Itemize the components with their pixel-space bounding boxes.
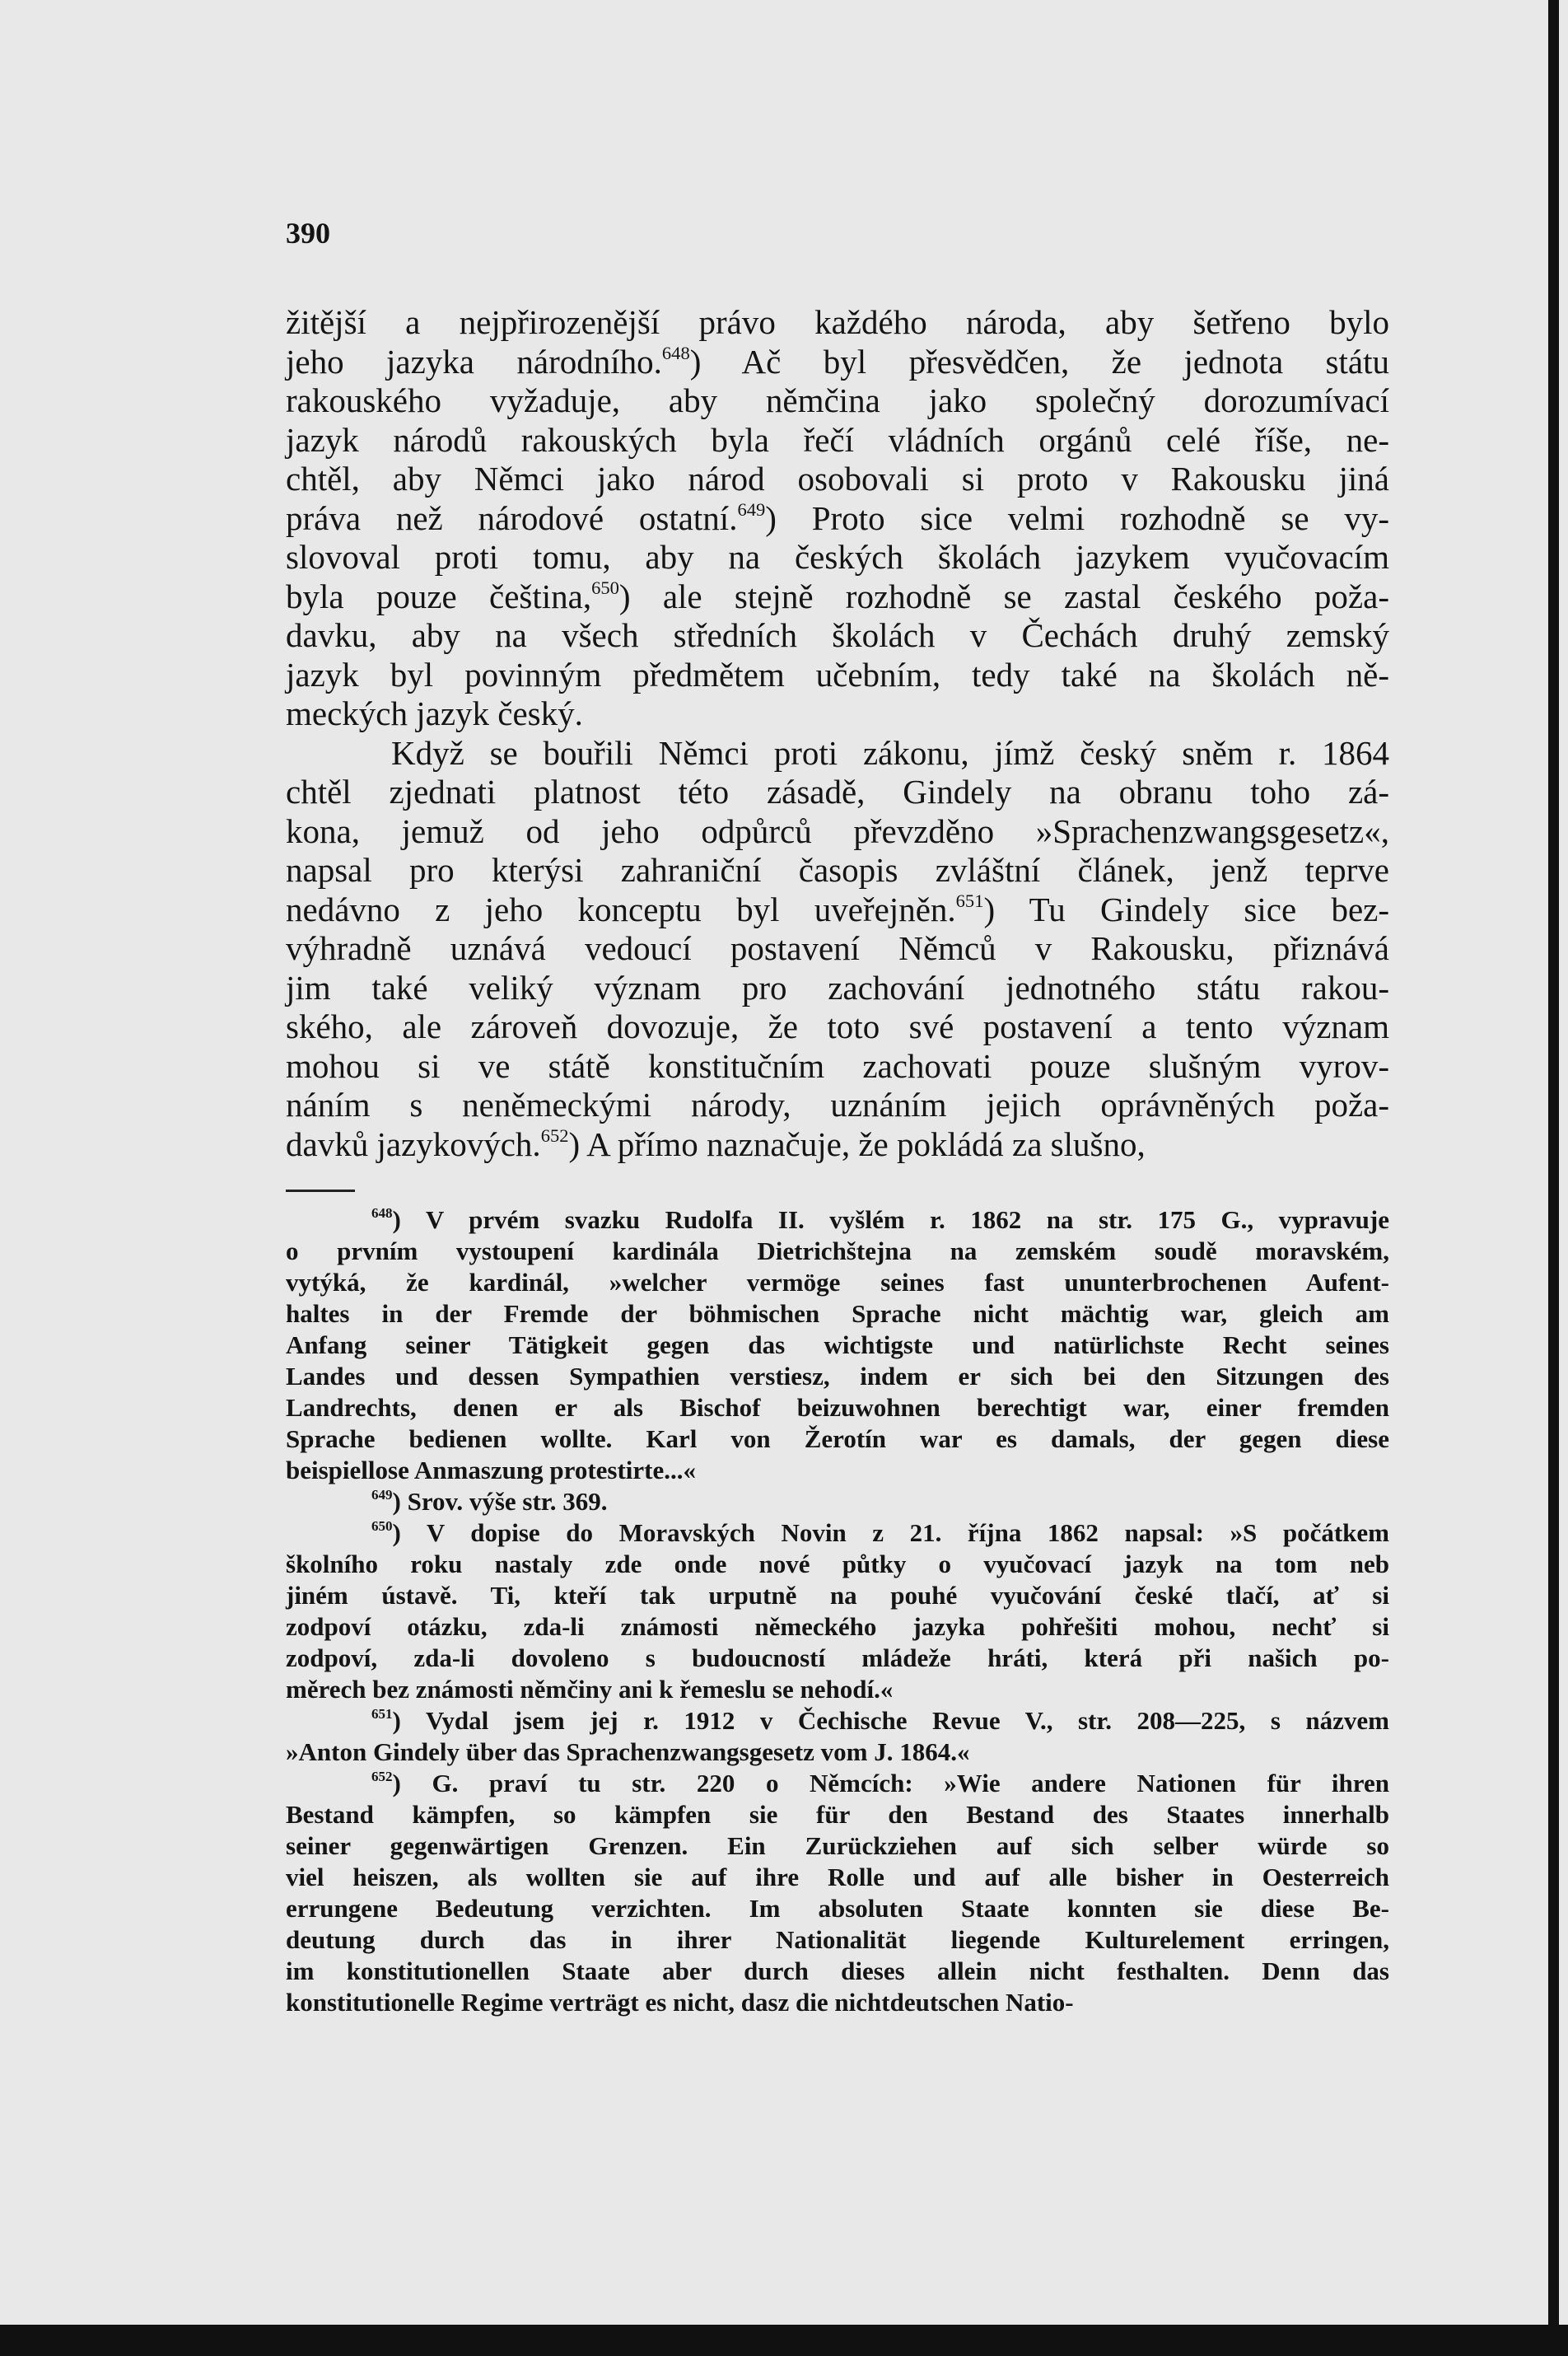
footnote-line: jiném ústavě. Ti, kteří tak urputně na pouhé vyučování české tlačí, ať si — [286, 1581, 1389, 1610]
text-line — [286, 343, 1389, 382]
footnote-line: Landes und dessen Sympathien verstiesz, indem er sich bei den Sitzungen des — [286, 1362, 1389, 1391]
text-segment: ) Ač byl přesvědčen, že jednota státu — [689, 342, 1389, 381]
footnote-line: Bestand kämpfen, so kämpfen sie für den Bestand des Staates innerhalb — [286, 1800, 1389, 1829]
footnote-line: Landrechts, denen er als Bischof beizuwohnen berechtigt war, einer fremden — [286, 1393, 1389, 1422]
text-line — [286, 891, 1389, 930]
footnote-line — [286, 1486, 1389, 1517]
scan-edge-bottom — [0, 2325, 1568, 2356]
footnote-reference: 648 — [661, 342, 690, 363]
text-line: chtěl zjednati platnost této zásadě, Gindely na obranu toho zá- — [286, 773, 1389, 811]
text-line: mohou si ve státě konstitučním zachovati pouze slušným vyrov- — [286, 1046, 1389, 1085]
text-segment: ) Srov. výše str. 369. — [392, 1487, 608, 1516]
footnote-line: im konstitutionellen Staate aber durch dieses allein nicht festhalten. Denn das — [286, 1956, 1389, 1985]
text-segment: ) V prvém svazku Rudolfa II. vyšlém r. 1862 na str. 175 G., vypravuje — [392, 1205, 1389, 1234]
footnote-652 — [286, 1768, 1389, 2018]
text-line: žitější a nejpřirozenější právo každého národa, aby šetřeno bylo — [286, 303, 1389, 341]
text-line: rakouského vyžaduje, aby němčina jako společný dorozumívací — [286, 381, 1389, 419]
footnote-line: zodpoví otázku, zda-li známosti německého jazyka pohřešiti mohou, nechť si — [286, 1612, 1389, 1641]
text-line: slovoval proti tomu, aby na českých školách jazykem vyučovacím — [286, 538, 1389, 576]
text-line: napsal pro kterýsi zahraniční časopis zvláštní článek, jenž teprve — [286, 851, 1389, 889]
footnotes — [286, 1204, 1389, 2018]
footnote-line: měrech bez známosti němčiny ani k řemeslu se nehodí.« — [286, 1675, 894, 1704]
text-line — [286, 499, 1389, 539]
footnote-line: vytýká, že kardinál, »welcher vermöge seines fast ununterbrochenen Aufent- — [286, 1268, 1389, 1297]
footnote-line — [286, 1705, 1389, 1737]
text-line: Když se bouřili Němci proti zákonu, jímž český sněm r. 1864 — [391, 733, 1389, 772]
text-line: chtěl, aby Němci jako národ osobovali si proto v Rakousku jiná — [286, 460, 1389, 498]
text-segment: ) G. praví tu str. 220 o Němcích: »Wie andere Nationen für ihren — [392, 1769, 1389, 1797]
footnote-648 — [286, 1204, 1389, 1486]
footnote-line: deutung durch das in ihrer Nationalität liegende Kulturelement erringen, — [286, 1925, 1389, 1954]
text-line: náním s neněmeckými národy, uznáním jejich oprávněných poža- — [286, 1086, 1389, 1124]
text-line: jazyk byl povinným předmětem učebním, tedy také na školách ně- — [286, 655, 1389, 694]
footnote-line: školního roku nastaly zde onde nové půtky o vyučovací jazyk na tom neb — [286, 1550, 1389, 1578]
text-segment: ) A přímo naznačuje, že pokládá za slušno, — [568, 1124, 1146, 1163]
text-segment: ) Tu Gindely sice bez- — [983, 890, 1389, 928]
text-line: jim také veliký význam pro zachování jednotného státu rakou- — [286, 968, 1389, 1007]
footnote-reference: 649 — [737, 498, 766, 520]
text-segment: ) ale stejně rozhodně se zastal českého poža- — [618, 577, 1389, 615]
footnote-line: seiner gegenwärtigen Grenzen. Ein Zurückziehen auf sich selber würde so — [286, 1831, 1389, 1860]
footnote-separator — [286, 1190, 355, 1192]
text-line — [286, 1125, 1389, 1165]
footnote-line — [286, 1204, 1389, 1236]
text-segment: ) Proto sice velmi rozhodně se vy- — [765, 498, 1389, 537]
footnote-649 — [286, 1486, 1389, 1517]
footnote-line: haltes in der Fremde der böhmischen Sprache nicht mächtig war, gleich am — [286, 1299, 1389, 1328]
text-line: meckých jazyk český. — [286, 694, 583, 732]
page-number: 390 — [286, 217, 330, 250]
footnote-line: zodpoví, zda-li dovoleno s budoucností mládeže hráti, která při našich po- — [286, 1643, 1389, 1672]
text-line: výhradně uznává vedoucí postavení Němců v Rakousku, přiznává — [286, 929, 1389, 967]
text-line: ského, ale zároveň dovozuje, že toto své postavení a tento význam — [286, 1007, 1389, 1045]
text-segment: ) Vydal jsem jej r. 1912 v Čechische Revue V., str. 208—225, s názvem — [392, 1706, 1389, 1735]
text-segment: ) V dopise do Moravských Novin z 21. října 1862 napsal: »S počátkem — [392, 1518, 1389, 1547]
text-segment: práva než národové ostatní. — [286, 498, 738, 537]
text-line — [286, 577, 1389, 617]
footnote-marker: 649 — [371, 1487, 393, 1503]
text-segment: jeho jazyka národního. — [286, 342, 662, 381]
footnote-line: errungene Bedeutung verzichten. Im absoluten Staate konnten sie diese Be- — [286, 1894, 1389, 1923]
footnote-line: konstitutionelle Regime verträgt es nicht, dasz die nichtdeutschen Natio- — [286, 1988, 1074, 2017]
footnote-line — [286, 1768, 1389, 1799]
footnote-line: viel heiszen, als wollten sie auf ihre Rolle und auf alle bisher in Oesterreich — [286, 1863, 1389, 1891]
text-line: kona, jemuž od jeho odpůrců převzděno »Sprachenzwangsgesetz«, — [286, 811, 1389, 850]
paragraph — [286, 734, 1389, 1165]
footnote-line: Anfang seiner Tätigkeit gegen das wichtigste und natürlichste Recht seines — [286, 1330, 1389, 1359]
text-segment: byla pouze čeština, — [286, 577, 592, 615]
paragraph — [286, 303, 1389, 734]
text-line: davku, aby na všech středních školách v Čechách druhý zemský — [286, 616, 1389, 654]
footnote-marker: 648 — [371, 1205, 393, 1222]
footnote-line — [286, 1517, 1389, 1549]
footnote-marker: 652 — [371, 1769, 393, 1785]
footnote-line: »Anton Gindely über das Sprachenzwangsgesetz vom J. 1864.« — [286, 1737, 970, 1766]
footnote-marker: 651 — [371, 1706, 393, 1723]
body-text — [286, 303, 1389, 1164]
footnote-line: beispiellose Anmaszung protestirte...« — [286, 1456, 696, 1484]
scan-edge-right — [1548, 0, 1559, 2356]
footnote-reference: 651 — [955, 890, 984, 911]
footnote-marker: 650 — [371, 1518, 393, 1535]
footnote-reference: 650 — [591, 577, 619, 598]
text-line: jazyk národů rakouských byla řečí vládních orgánů celé říše, ne- — [286, 420, 1389, 459]
footnote-line: o prvním vystoupení kardinála Dietrichštejna na zemském soudě moravském, — [286, 1236, 1389, 1265]
footnote-651 — [286, 1705, 1389, 1768]
text-segment: davků jazykových. — [286, 1124, 541, 1163]
text-segment: nedávno z jeho konceptu byl uveřejněn. — [286, 890, 956, 928]
footnote-650 — [286, 1517, 1389, 1705]
footnote-reference: 652 — [540, 1124, 569, 1146]
footnote-line: Sprache bedienen wollte. Karl von Žerotín war es damals, der gegen diese — [286, 1424, 1389, 1453]
